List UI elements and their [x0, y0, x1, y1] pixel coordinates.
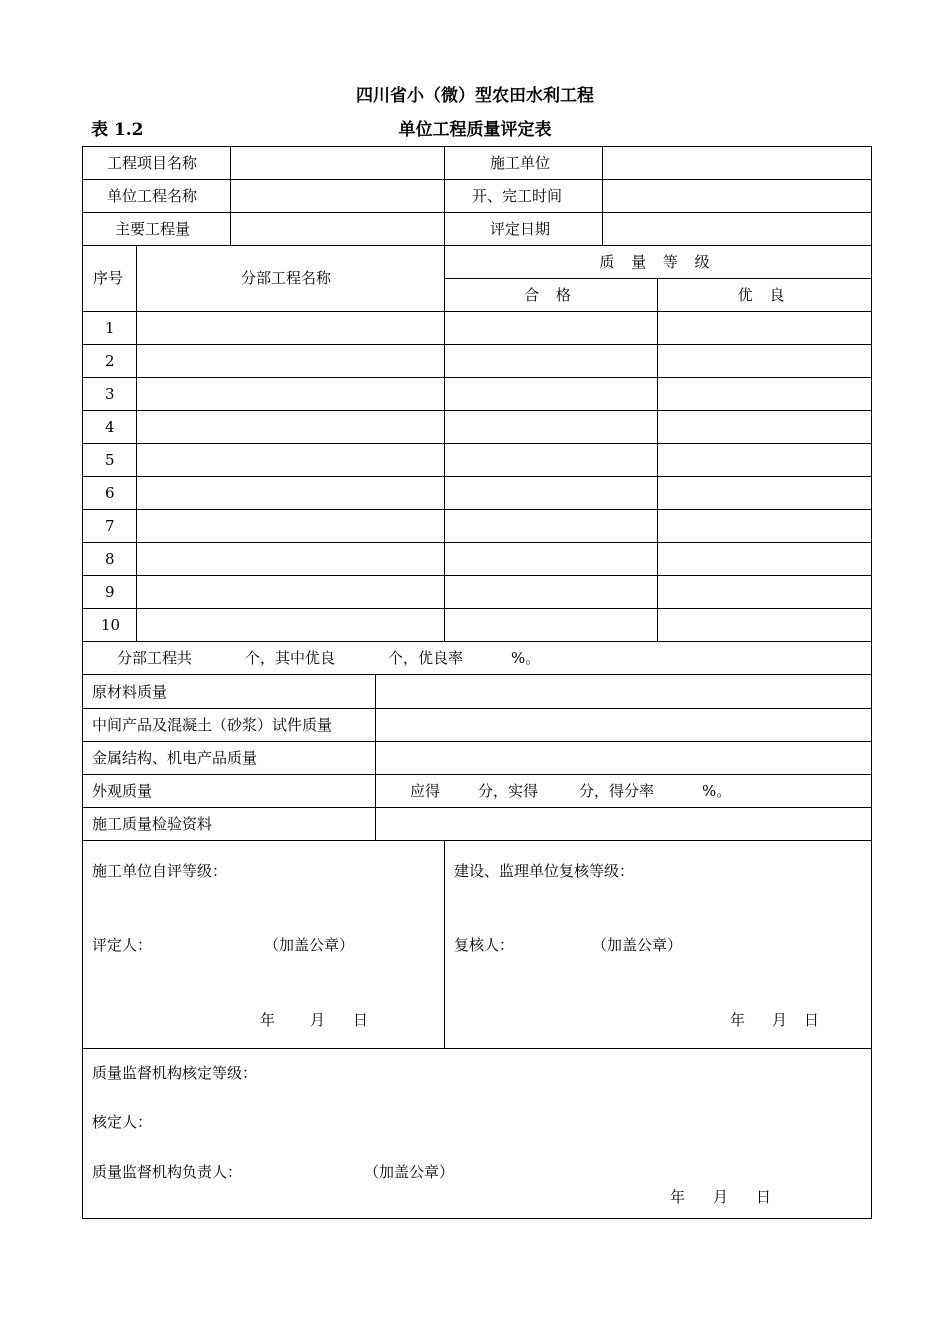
reviewer-label: 复核人： [454, 936, 515, 954]
date-month: 月 [772, 1011, 788, 1029]
row-number: 2 [105, 352, 115, 370]
verifier-label: 核定人： [92, 1113, 153, 1131]
main-quantity-label: 主要工程量 [115, 220, 191, 238]
supervision-head-label: 质量监督机构负责人： [92, 1163, 243, 1181]
quality-evaluation-form [82, 146, 872, 1219]
supervision-label: 质量监督机构核定等级： [92, 1064, 258, 1082]
row-number: 1 [105, 319, 115, 337]
date-day: 日 [353, 1011, 369, 1029]
date-year: 年 [260, 1011, 276, 1029]
appearance-score-percent: %。 [702, 782, 732, 800]
row-number: 6 [105, 484, 115, 502]
start-end-time-label: 开、完工时间 [472, 187, 563, 205]
appearance-score-actual: 分，实得 [478, 782, 539, 800]
inspection-docs-label: 施工质量检验资料 [92, 815, 213, 833]
self-eval-label: 施工单位自评等级： [92, 862, 228, 880]
excellent-header: 优 良 [737, 286, 791, 304]
seal-note: （加盖公章） [592, 936, 683, 954]
raw-material-label: 原材料质量 [92, 683, 168, 701]
appearance-label: 外观质量 [92, 782, 153, 800]
row-number: 3 [105, 385, 115, 403]
evaluation-date-label: 评定日期 [490, 220, 551, 238]
row-number: 4 [105, 418, 115, 436]
quality-grade-header: 质 量 等 级 [599, 253, 716, 271]
row-number: 10 [101, 616, 121, 634]
table-number: 表 1.2 [91, 120, 144, 140]
sub-project-name-header: 分部工程名称 [241, 269, 332, 287]
row-number: 5 [105, 451, 115, 469]
qualified-header: 合 格 [524, 286, 577, 304]
intermediate-label: 中间产品及混凝土（砂浆）试件质量 [92, 716, 333, 734]
form-subtitle: 单位工程质量评定表 [398, 120, 552, 140]
sub-total-percent: %。 [511, 649, 541, 667]
date-year: 年 [730, 1011, 746, 1029]
construction-unit-label: 施工单位 [490, 154, 551, 172]
metal-electro-label: 金属结构、机电产品质量 [92, 749, 258, 767]
project-name-label: 工程项目名称 [107, 154, 198, 172]
sub-total-rate: 个，优良率 [388, 649, 464, 667]
row-number: 7 [105, 517, 115, 535]
seal-note: （加盖公章） [364, 1163, 455, 1181]
unit-project-name-label: 单位工程名称 [107, 187, 198, 205]
row-number: 9 [105, 583, 115, 601]
appearance-score-due: 应得 [410, 782, 441, 800]
date-month: 月 [713, 1188, 729, 1206]
date-year: 年 [670, 1188, 686, 1206]
review-label: 建设、监理单位复核等级： [454, 862, 635, 880]
row-number: 8 [105, 550, 115, 568]
date-day: 日 [804, 1011, 820, 1029]
date-day: 日 [756, 1188, 772, 1206]
evaluator-label: 评定人： [92, 936, 153, 954]
sub-total-mid: 个，其中优良 [245, 649, 336, 667]
document-title: 四川省小（微）型农田水利工程 [356, 86, 594, 106]
seq-header: 序号 [93, 269, 124, 287]
sub-total-prefix: 分部工程共 [117, 649, 193, 667]
appearance-score-rate: 分，得分率 [579, 782, 655, 800]
date-month: 月 [310, 1011, 326, 1029]
seal-note: （加盖公章） [264, 936, 355, 954]
